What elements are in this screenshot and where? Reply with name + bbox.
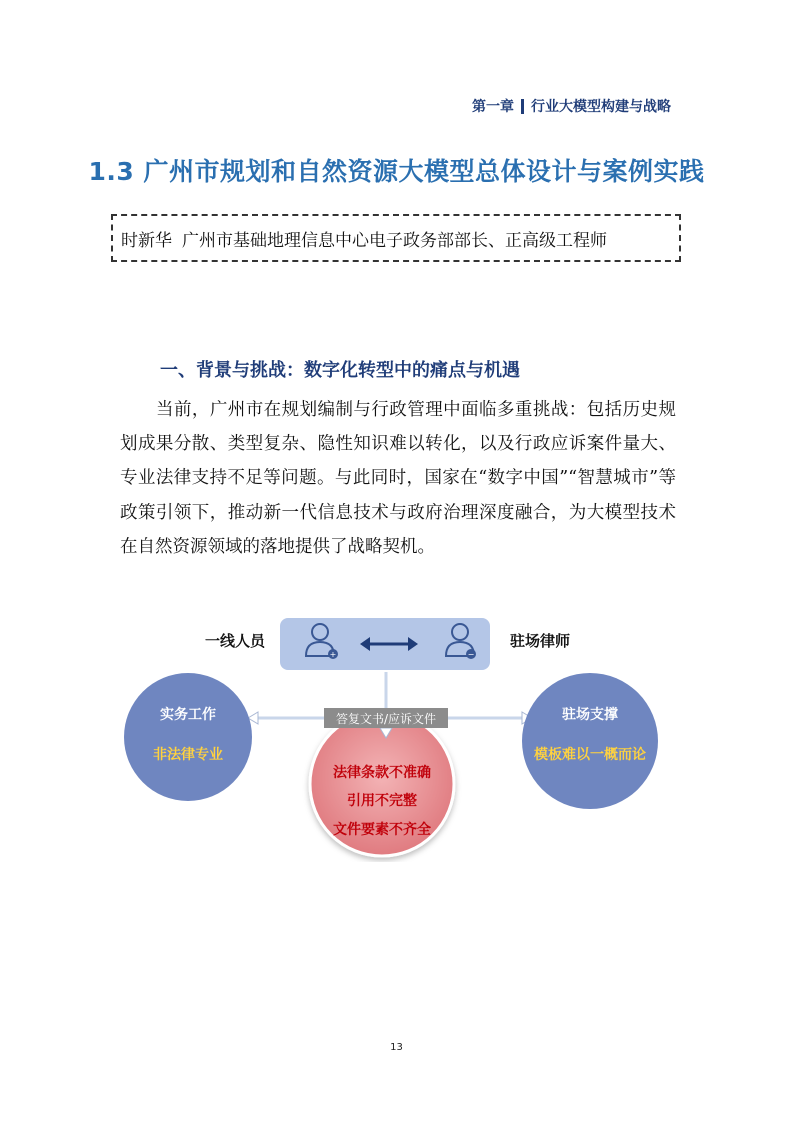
header-divider	[521, 99, 524, 114]
right-circle-subtitle: 模板难以一概而论	[534, 747, 646, 763]
figure-diagram	[120, 612, 680, 862]
chapter-title: 行业大模型构建与战略	[531, 99, 671, 115]
document-label: 答复文书/应诉文件	[335, 712, 437, 726]
diagram-svg	[120, 612, 680, 862]
left-circle-subtitle: 非法律专业	[153, 747, 223, 763]
page-number: 13	[390, 1042, 403, 1053]
body-paragraph: 当前，广州市在规划编制与行政管理中面临多重挑战：包括历史规划成果分散、类型复杂、隐性知识难以转化，以及行政应诉案件量大、专业法律支持不足等问题。与此同时，国家在“数字中国”“智慧城市”等政策引领下，推动新一代信息技术与政府治理深度融合，为大模型技术在自然资源领域的落地提供了战略契机。	[120, 400, 676, 557]
chapter-number: 第一章	[472, 99, 514, 115]
problem-line-1: 法律条款不准确	[333, 765, 431, 781]
svg-text:+: +	[329, 650, 337, 659]
svg-text:−: −	[467, 650, 475, 659]
subsection-title: 一、背景与挑战：数字化转型中的痛点与机遇	[160, 360, 520, 381]
left-circle	[124, 673, 252, 801]
section-title: 1.3 广州市规划和自然资源大模型总体设计与案例实践	[88, 157, 705, 186]
author-title: 广州市基础地理信息中心电子政务部部长、正高级工程师	[182, 230, 607, 251]
problem-line-2: 引用不完整	[347, 793, 417, 809]
right-role-label: 驻场律师	[509, 632, 571, 650]
chapter-header	[472, 96, 671, 116]
author-box	[111, 214, 681, 262]
left-circle-title: 实务工作	[160, 707, 216, 723]
author-name: 时新华	[121, 230, 172, 251]
right-circle	[522, 673, 658, 809]
problem-line-3: 文件要素不齐全	[333, 822, 431, 838]
left-role-label: 一线人员	[204, 632, 266, 650]
right-circle-title: 驻场支撑	[562, 707, 618, 723]
